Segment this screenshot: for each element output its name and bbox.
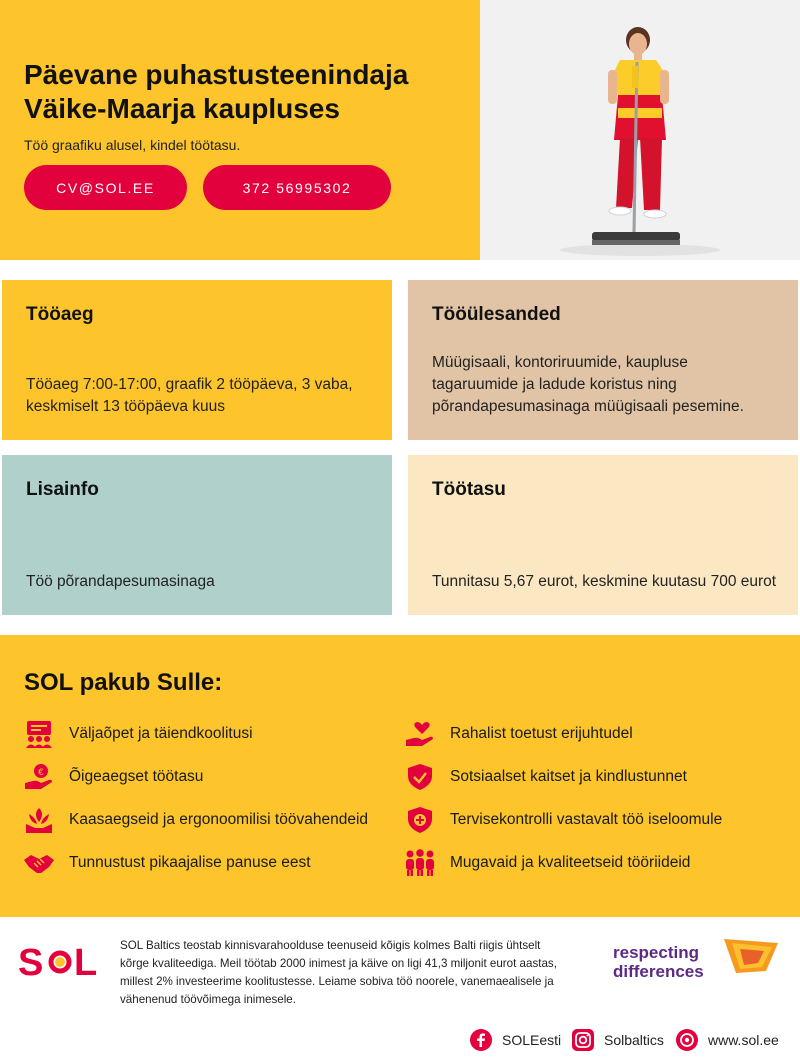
svg-text:L: L: [74, 942, 98, 979]
email-button[interactable]: CV@SOL.EE: [24, 165, 187, 210]
benefit-item: [403, 719, 633, 749]
website-label: www.sol.ee: [708, 1032, 779, 1048]
card-title: Tööülesanded: [432, 304, 561, 325]
card-title: Töötasu: [432, 479, 506, 500]
benefit-label: Tunnustust pikaajalise panuse eest: [69, 854, 311, 871]
job-title-line1: Päevane puhastusteenindaja: [24, 59, 409, 90]
card-title: Tööaeg: [26, 304, 94, 325]
benefit-label: Tervisekontrolli vastavalt töö iseloomule: [450, 811, 723, 828]
handshake-icon: [22, 848, 56, 878]
hero-section: [0, 0, 800, 260]
respecting-line1: respecting: [613, 943, 699, 962]
facebook-label: SOLEesti: [502, 1032, 562, 1048]
shield-check-icon: [403, 762, 437, 792]
benefit-label: Kaasaegseid ja ergonoomilisi töövahendeid: [69, 811, 369, 828]
benefit-item: [22, 848, 311, 878]
card-body: Töö põrandapesumasinaga: [26, 573, 215, 590]
benefits-section: [0, 635, 800, 917]
card-body: Tööaeg 7:00-17:00, graafik 2 tööpäeva, 3 vaba, keskmiselt 13 tööpäeva kuus: [26, 376, 353, 415]
instagram-link[interactable]: [572, 1028, 664, 1052]
benefit-item: [403, 848, 690, 878]
benefit-label: Sotsiaalset kaitset ja kindlustunnet: [450, 768, 687, 785]
card-body: Tunnitasu 5,67 eurot, keskmine kuutasu 700 eurot: [432, 573, 777, 590]
benefit-label: Õigeaegset töötasu: [69, 768, 204, 785]
web-icon: [676, 1029, 698, 1051]
facebook-link[interactable]: [470, 1028, 561, 1052]
shield-plus-icon: [403, 805, 437, 835]
card-additional-info: [2, 455, 392, 615]
footer: [0, 917, 800, 1061]
benefit-label: Rahalist toetust erijuhtudel: [450, 725, 633, 742]
benefit-label: Mugavaid ja kvaliteetseid tööriideid: [450, 854, 691, 871]
svg-text:€: €: [38, 768, 44, 778]
benefit-item: [403, 762, 687, 792]
heart-hand-icon: [403, 719, 437, 749]
sol-logo: [18, 941, 104, 984]
benefit-item: [22, 719, 253, 749]
cleaner-photo: [480, 0, 800, 260]
card-body: Müügisaali, kontoriruumide, kaupluse tagaruumide ja ladude koristus ning põrandapesumasinaga müügisaali pesemine.: [432, 354, 744, 415]
job-title: [24, 58, 464, 126]
hero-panel: [0, 0, 480, 260]
salary-icon: [22, 762, 56, 792]
card-duties: [408, 280, 798, 440]
benefit-item: [22, 805, 368, 835]
card-working-time: [2, 280, 392, 440]
job-title-line2: Väike-Maarja kaupluses: [24, 93, 340, 124]
respecting-line2: differences: [613, 962, 704, 981]
training-icon: [22, 719, 56, 749]
instagram-icon: [572, 1029, 594, 1051]
respecting-differences-mark: [722, 935, 782, 980]
website-link[interactable]: [676, 1028, 779, 1052]
cleaner-illustration: [480, 0, 800, 260]
benefits-title: SOL pakub Sulle:: [24, 669, 223, 696]
instagram-label: Solbaltics: [604, 1032, 664, 1048]
svg-text:S: S: [18, 942, 44, 979]
tools-icon: [22, 805, 56, 835]
people-icon: [403, 848, 437, 878]
benefit-item: [22, 762, 203, 792]
respecting-differences-logo: [613, 943, 704, 981]
job-subtitle: Töö graafiku alusel, kindel töötasu.: [24, 137, 241, 153]
phone-button[interactable]: 372 56995302: [203, 165, 391, 210]
company-description: SOL Baltics teostab kinnisvarahoolduse teenuseid kõigis kolmes Balti riigis ühtselt kõrge kvaliteediga. Meil töötab 2000 inimest ja käive on ligi 41,3 miljonit eurot aastas, millest 2% investeerime koolitustesse. Leiame sobiva töö noorele, vanemaealisele ja vähenenud töövõimega inimesele.: [120, 939, 557, 1006]
card-title: Lisainfo: [26, 479, 99, 500]
card-salary: [408, 455, 798, 615]
benefit-item: [403, 805, 722, 835]
benefit-label: Väljaõpet ja täiendkoolitusi: [69, 725, 253, 742]
facebook-icon: [470, 1029, 492, 1051]
